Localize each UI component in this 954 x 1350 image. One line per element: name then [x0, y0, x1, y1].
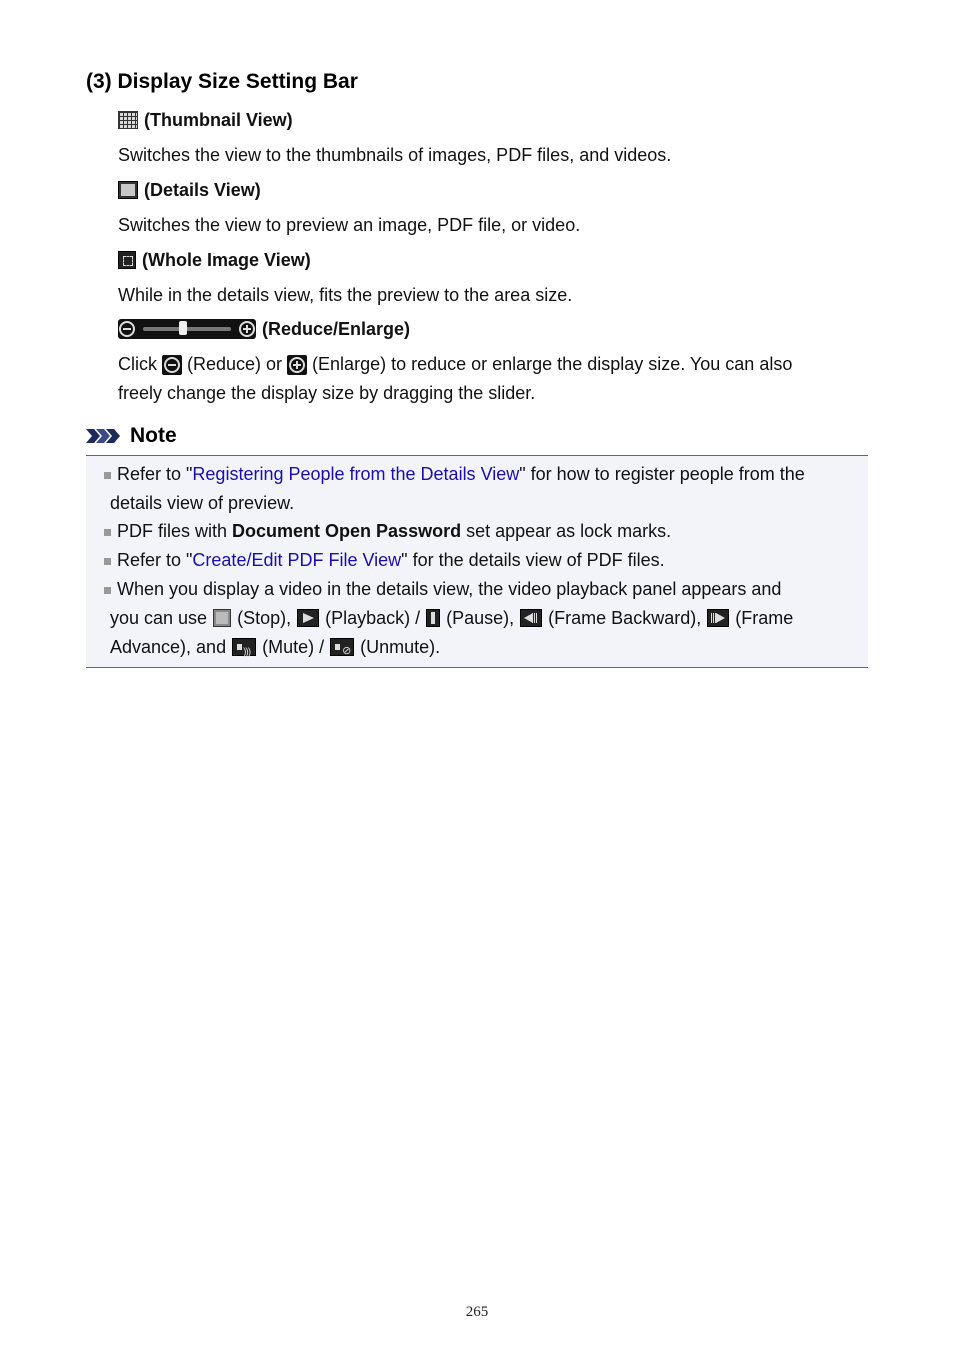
text: (Playback) /	[320, 608, 426, 628]
section-title: (3) Display Size Setting Bar	[86, 70, 358, 93]
desc-thumbnail-view: Switches the view to the thumbnails of images, PDF files, and videos.	[118, 145, 672, 165]
desc-reduce-enlarge	[118, 350, 858, 408]
pause-icon	[426, 609, 440, 627]
bullet-icon	[104, 587, 111, 594]
text: Advance), and	[110, 637, 232, 657]
frame-backward-icon	[520, 609, 542, 627]
whole-image-view-icon	[118, 251, 136, 269]
text: (Reduce) or	[182, 354, 288, 374]
page-number: 265	[465, 1304, 489, 1320]
note-bullet-2	[110, 517, 862, 546]
playback-icon	[297, 609, 319, 627]
text: set appear as lock marks.	[461, 521, 672, 541]
enlarge-icon	[287, 355, 307, 375]
term-whole-image-view	[118, 248, 311, 272]
note-bullet-4	[110, 575, 862, 662]
note-chevron-icon	[86, 427, 126, 445]
term-label: (Details View)	[144, 179, 261, 200]
term-thumbnail-view	[118, 108, 293, 132]
stop-icon	[213, 609, 231, 627]
text: PDF files with	[117, 521, 233, 541]
frame-advance-icon	[707, 609, 729, 627]
desc-details-view: Switches the view to preview an image, PDF file, or video.	[118, 215, 581, 235]
text: " for how to register people from the	[519, 464, 805, 484]
term-label: (Reduce/Enlarge)	[262, 318, 411, 339]
text: Refer to "	[117, 464, 193, 484]
link-create-edit-pdf[interactable]: Create/Edit PDF File View	[192, 550, 402, 570]
text: freely change the display size by dragging the slider.	[118, 383, 536, 403]
link-registering-people[interactable]: Registering People from the Details View	[192, 464, 520, 484]
text: details view of preview.	[110, 493, 295, 513]
text: (Enlarge) to reduce or enlarge the display size. You can also	[307, 354, 793, 374]
text: (Pause),	[441, 608, 520, 628]
text: (Frame	[730, 608, 794, 628]
note-header	[86, 424, 177, 448]
note-bullet-3	[110, 546, 862, 575]
term-details-view	[118, 178, 261, 202]
slider-knob	[179, 321, 187, 335]
text: (Unmute).	[355, 637, 441, 657]
text: When you display a video in the details view, the video playback panel appears and	[117, 579, 782, 599]
note-bullet-1	[110, 460, 862, 518]
unmute-icon	[330, 638, 354, 656]
thumbnail-view-icon	[118, 111, 138, 129]
bullet-icon	[104, 472, 111, 479]
text: (Stop),	[232, 608, 297, 628]
reduce-enlarge-slider-icon	[118, 319, 256, 339]
text: (Mute) /	[257, 637, 330, 657]
reduce-icon	[162, 355, 182, 375]
details-view-icon	[118, 181, 138, 199]
slider-track	[143, 327, 231, 331]
reduce-icon	[119, 321, 135, 337]
note-title: Note	[130, 424, 177, 447]
bullet-icon	[104, 558, 111, 565]
bullet-icon	[104, 529, 111, 536]
desc-whole-image-view: While in the details view, fits the preview to the area size.	[118, 285, 573, 305]
text: Refer to "	[117, 550, 193, 570]
term-reduce-enlarge	[118, 317, 410, 341]
mute-icon	[232, 638, 256, 656]
enlarge-icon	[239, 321, 255, 337]
text: " for the details view of PDF files.	[401, 550, 665, 570]
text: you can use	[110, 608, 213, 628]
bold-text: Document Open Password	[232, 521, 462, 541]
term-label: (Thumbnail View)	[144, 109, 293, 130]
text: (Frame Backward),	[543, 608, 707, 628]
term-label: (Whole Image View)	[142, 249, 311, 270]
text: Click	[118, 354, 162, 374]
